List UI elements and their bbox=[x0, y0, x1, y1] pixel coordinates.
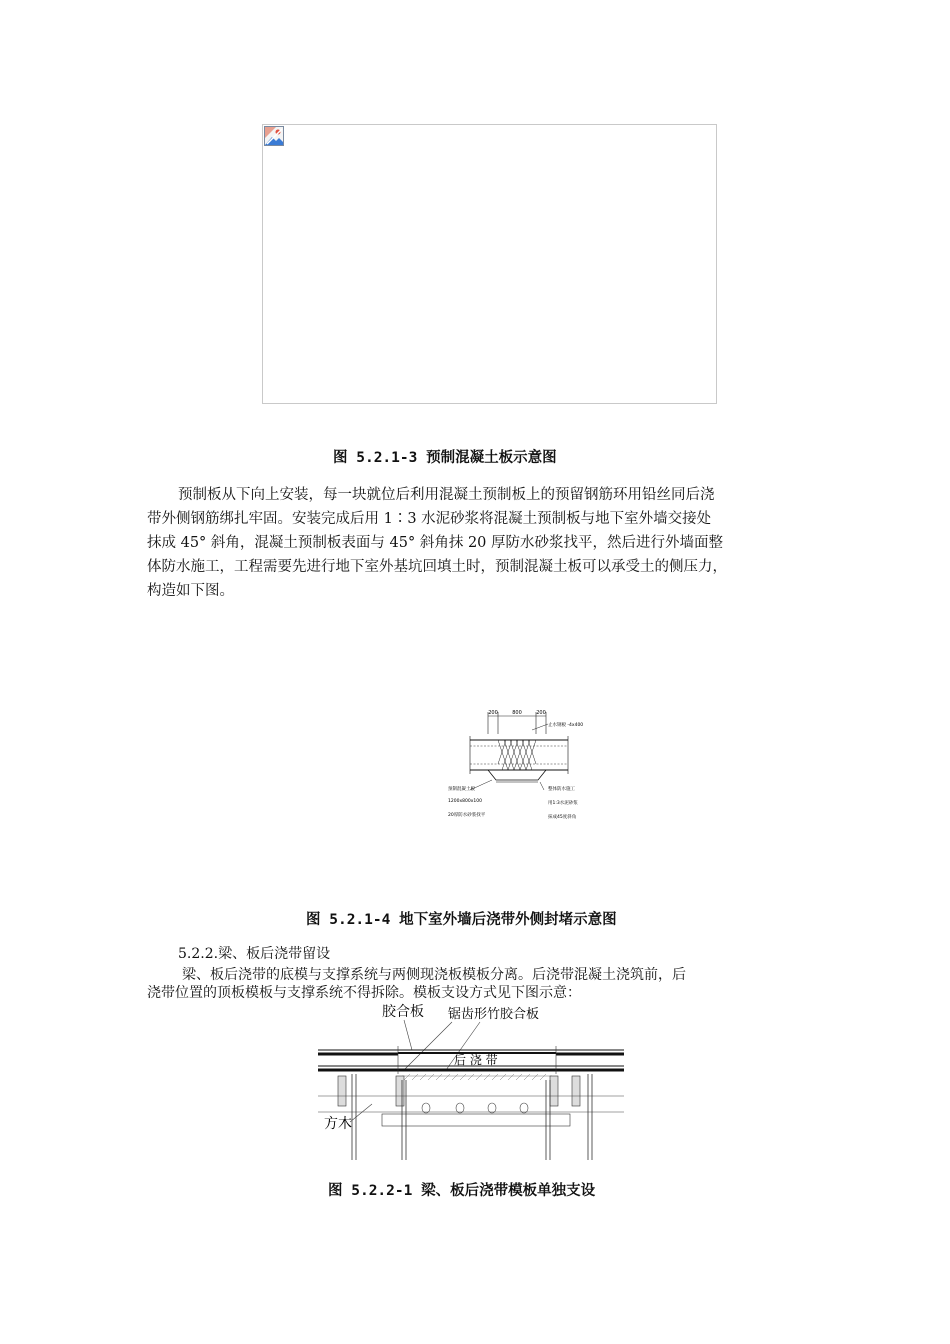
label-timber: 方木 bbox=[324, 1116, 352, 1132]
label-top-right: 止水钢板 -4x400 bbox=[548, 723, 584, 728]
precast-slab-image-placeholder bbox=[262, 124, 717, 404]
figure-caption-1: 图 5.2.1-3 预制混凝土板示意图 bbox=[333, 450, 557, 466]
label-left-2: 1200x800x100 bbox=[448, 799, 482, 804]
label-right-2: 用1:3水泥砂浆 bbox=[548, 801, 578, 806]
figure-caption-3: 图 5.2.2-1 梁、板后浇带模板单独支设 bbox=[328, 1183, 596, 1199]
label-left-1: 预制混凝土板 bbox=[448, 787, 475, 792]
label-left-3: 20厚防水砂浆找平 bbox=[448, 813, 486, 818]
paragraph-line-2: 带外侧钢筋绑扎牢固。安装完成后用 1∶3 水泥砂浆将混凝土预制板与地下室外墙交接处 bbox=[147, 511, 712, 527]
wall-post-pour-band-diagram bbox=[440, 706, 600, 824]
section-heading: 5.2.2.梁、板后浇带留设 bbox=[178, 946, 331, 962]
dim-1: 200 bbox=[488, 710, 498, 716]
label-right-3: 抹成45度斜角 bbox=[548, 815, 577, 820]
label-right-1: 整体防水施工 bbox=[548, 787, 575, 792]
label-plywood: 胶合板 bbox=[382, 1004, 424, 1020]
paragraph-line-4: 体防水施工，工程需要先进行地下室外基坑回填土时，预制混凝土板可以承受土的侧压力， bbox=[147, 559, 727, 575]
dim-2: 800 bbox=[512, 710, 522, 716]
paragraph-line-3: 抹成 45° 斜角，混凝土预制板表面与 45° 斜角抹 20 厚防水砂浆找平，然后进行外墙面整 bbox=[147, 535, 724, 551]
figure-caption-2: 图 5.2.1-4 地下室外墙后浇带外侧封堵示意图 bbox=[306, 912, 617, 928]
section-line-2: 浇带位置的顶板模板与支撑系统不得拆除。模板支设方式见下图示意： bbox=[147, 985, 581, 1001]
label-post-pour-band: 后 浇 带 bbox=[454, 1053, 498, 1067]
label-bamboo-plywood: 锯齿形竹胶合板 bbox=[448, 1007, 540, 1022]
slab-post-pour-formwork-diagram bbox=[312, 1000, 630, 1170]
paragraph-line-1: 预制板从下向上安装，每一块就位后利用混凝土预制板上的预留钢筋环用铅丝同后浇 bbox=[178, 487, 715, 503]
broken-image-icon bbox=[264, 126, 284, 146]
section-line-1: 梁、板后浇带的底模与支撑系统与两侧现浇板模板分离。后浇带混凝土浇筑前，后 bbox=[182, 967, 686, 983]
paragraph-line-5: 构造如下图。 bbox=[147, 583, 234, 599]
dim-3: 200 bbox=[536, 710, 546, 716]
